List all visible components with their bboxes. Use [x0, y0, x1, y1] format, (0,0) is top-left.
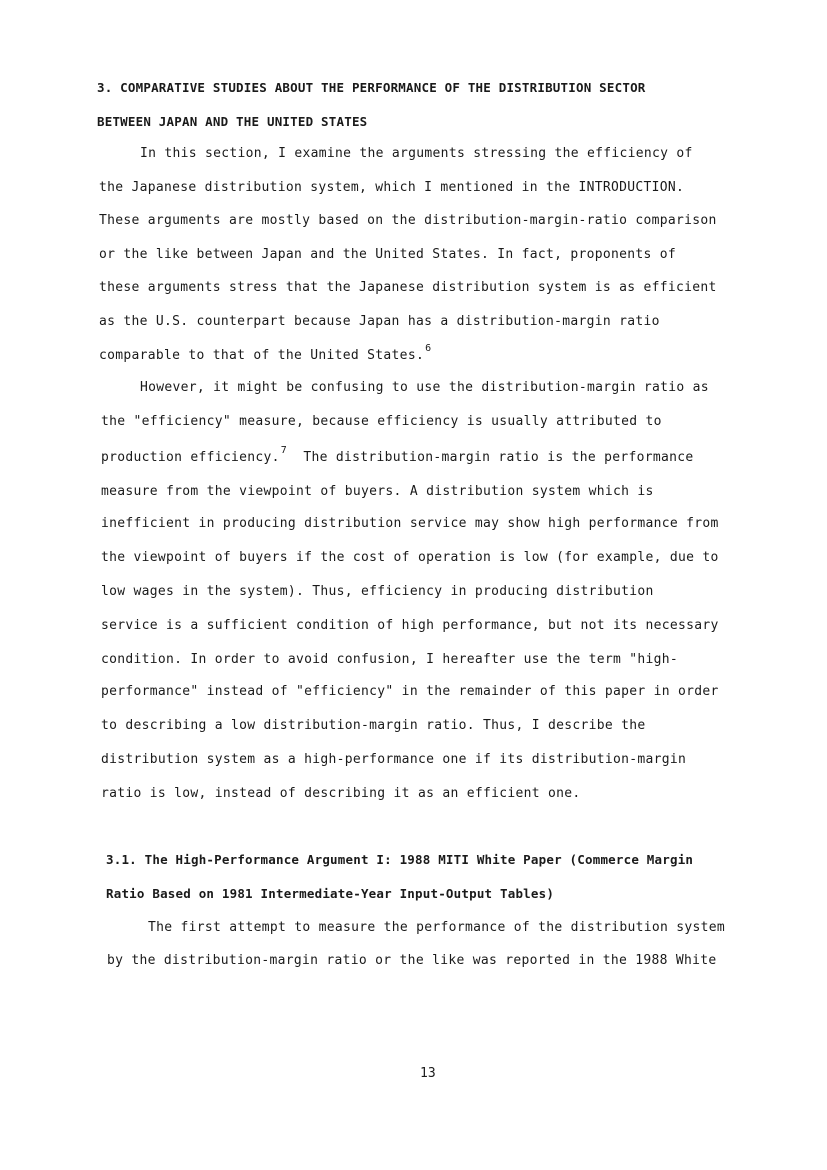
subsection-heading-line-1: 3.1. The High-Performance Argument I: 1988 MITI White Paper (Commerce Margin	[106, 852, 694, 867]
page-number: 13	[420, 1066, 436, 1081]
paragraph-line: The first attempt to measure the performance of the distribution system	[148, 920, 725, 935]
paragraph-text: The distribution-margin ratio is the performance	[303, 450, 694, 465]
paragraph-line: these arguments stress that the Japanese distribution system is as efficient	[99, 280, 717, 295]
paragraph-text: comparable to that of the United States.	[99, 348, 425, 363]
paragraph-line: However, it might be confusing to use the distribution-margin ratio as	[140, 380, 709, 395]
paragraph-line: ratio is low, instead of describing it as an efficient one.	[101, 786, 581, 801]
paragraph-line: or the like between Japan and the United States. In fact, proponents of	[99, 247, 676, 262]
paragraph-line: measure from the viewpoint of buyers. A distribution system which is	[101, 484, 654, 499]
footnote-reference: 7	[280, 445, 288, 456]
paragraph-line: the "efficiency" measure, because efficiency is usually attributed to	[101, 414, 662, 429]
paragraph-line	[99, 343, 432, 367]
paragraph-line: inefficient in producing distribution service may show high performance from	[101, 516, 719, 531]
section-heading-line-1: 3. COMPARATIVE STUDIES ABOUT THE PERFORMANCE OF THE DISTRIBUTION SECTOR	[97, 80, 646, 95]
paragraph-line: In this section, I examine the arguments stressing the efficiency of	[140, 146, 693, 161]
paragraph-line: the viewpoint of buyers if the cost of operation is low (for example, due to	[101, 550, 719, 565]
subsection-heading-line-2: Ratio Based on 1981 Intermediate-Year Input-Output Tables)	[106, 886, 555, 901]
paragraph-line: service is a sufficient condition of high performance, but not its necessary	[101, 618, 719, 633]
paragraph-line: to describing a low distribution-margin ratio. Thus, I describe the	[101, 718, 646, 733]
footnote-reference: 6	[425, 343, 432, 354]
paragraph-line: distribution system as a high-performance one if its distribution-margin	[101, 752, 687, 767]
paragraph-line	[101, 445, 694, 469]
paragraph-line: as the U.S. counterpart because Japan has a distribution-margin ratio	[99, 314, 660, 329]
paragraph-text: production efficiency.	[101, 450, 280, 465]
paragraph-line: condition. In order to avoid confusion, I hereafter use the term "high-	[101, 652, 678, 667]
paragraph-line: These arguments are mostly based on the distribution-margin-ratio comparison	[99, 213, 717, 228]
paragraph-line: the Japanese distribution system, which I mentioned in the INTRODUCTION.	[99, 180, 685, 195]
paragraph-line: low wages in the system). Thus, efficiency in producing distribution	[101, 584, 654, 599]
section-heading-line-2: BETWEEN JAPAN AND THE UNITED STATES	[97, 114, 368, 129]
paragraph-line: performance" instead of "efficiency" in the remainder of this paper in order	[101, 684, 719, 699]
paragraph-line: by the distribution-margin ratio or the like was reported in the 1988 White	[107, 953, 717, 968]
